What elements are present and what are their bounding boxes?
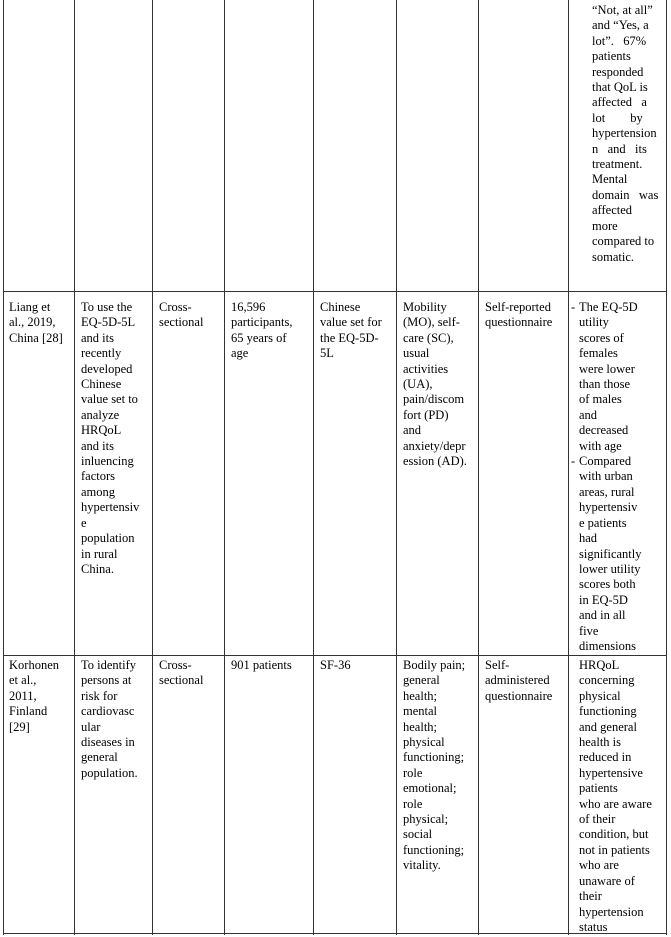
text-line: unaware of <box>579 873 635 888</box>
text-line: and “Yes, a <box>592 18 649 33</box>
text-line: and <box>403 423 422 438</box>
text-line: Cross- <box>159 300 192 314</box>
text-line: persons at <box>81 673 132 688</box>
text-line: of their <box>579 812 616 827</box>
text-line: five <box>579 623 599 638</box>
text-line: questionnaire <box>485 688 553 703</box>
text-line: who are aware <box>579 796 652 811</box>
text-line: EQ-5D-5L <box>81 315 136 330</box>
text-line: anxiety/depr <box>403 438 466 453</box>
text-line: hypertension <box>592 126 657 141</box>
text-line: health; <box>403 688 438 703</box>
text-line: dimensions <box>579 638 636 653</box>
text-line: lot by <box>592 110 643 125</box>
text-line: 901 patients <box>231 658 292 672</box>
text-line: emotional; <box>403 781 457 796</box>
text-line: inluencing <box>81 454 134 469</box>
column-border <box>74 0 75 935</box>
text-line: had <box>579 531 598 546</box>
bullet-text <box>579 454 665 654</box>
text-line: Korhonen <box>9 658 59 672</box>
text-line: condition, but <box>579 827 649 842</box>
text-line: and its <box>81 438 114 453</box>
text-line: questionnaire <box>485 315 553 330</box>
text-line: hypertensiv <box>579 500 638 515</box>
text-line: reduced in <box>579 750 632 765</box>
text-line: health; <box>403 719 438 734</box>
text-line: areas, rural <box>579 484 635 499</box>
text-line: compared to <box>592 234 655 249</box>
text-line: who are <box>579 858 619 873</box>
bullet-marker: - <box>571 454 576 469</box>
text-line: functioning; <box>403 842 465 857</box>
text-line: health is <box>579 735 622 750</box>
text-line: developed <box>81 361 133 376</box>
text-line: Self- <box>485 658 510 672</box>
column-border <box>3 0 4 935</box>
text-line: decreased <box>579 423 629 438</box>
text-line: 65 years of <box>231 330 287 345</box>
text-line: more <box>592 218 618 233</box>
text-line: Compared <box>579 454 632 469</box>
text-line: administered <box>485 673 550 688</box>
column-border <box>396 0 397 935</box>
text-line: Liang et <box>9 300 51 314</box>
column-border <box>666 0 667 935</box>
text-line: Mental <box>592 172 628 187</box>
text-line: value set to <box>81 392 138 407</box>
text-line: domain was <box>592 187 659 202</box>
text-line: somatic. <box>592 249 635 264</box>
column-border <box>313 0 314 935</box>
text-line: the EQ-5D- <box>320 330 379 345</box>
text-line: responded <box>592 64 644 79</box>
text-line: with age <box>579 438 622 453</box>
text-line: females <box>579 346 618 361</box>
text-line: Cross- <box>159 658 192 672</box>
text-line: usual <box>403 346 430 361</box>
text-line: pain/discom <box>403 392 465 407</box>
text-line: participants, <box>231 315 293 330</box>
text-line: that QoL is <box>592 80 648 95</box>
instrument-cell <box>320 658 396 673</box>
results-cell <box>592 3 662 265</box>
text-line: role <box>403 796 423 811</box>
text-line: physical; <box>403 812 449 827</box>
text-line: (MO), self- <box>403 315 460 330</box>
text-line: et al., <box>9 673 37 688</box>
domains-cell <box>403 658 477 874</box>
author-cell <box>9 300 71 346</box>
text-line: scores both <box>579 577 636 592</box>
text-line: 16,596 <box>231 300 266 314</box>
text-line: patients <box>579 781 618 796</box>
text-line: recently <box>81 346 122 361</box>
row-border <box>3 933 667 934</box>
text-line: physical <box>579 688 621 703</box>
text-line: and <box>579 407 598 422</box>
text-line: 5L <box>320 346 334 361</box>
text-line: SF-36 <box>320 658 351 672</box>
text-line: HRQoL <box>81 423 122 438</box>
text-line: sectional <box>159 673 204 688</box>
column-border <box>478 0 479 935</box>
text-line: treatment. <box>592 157 643 172</box>
text-line: among <box>81 484 116 499</box>
text-line: (UA), <box>403 377 433 392</box>
text-line: ession (AD). <box>403 454 467 469</box>
text-line: were lower <box>579 361 635 376</box>
text-line: significantly <box>579 546 642 561</box>
text-line: in EQ-5D <box>579 592 628 607</box>
text-line: and in all <box>579 608 626 623</box>
text-line: lower utility <box>579 561 641 576</box>
text-line: Chinese <box>81 377 122 392</box>
text-line: diseases in <box>81 735 135 750</box>
bullet-marker: - <box>571 300 576 314</box>
results-text <box>592 3 662 265</box>
results-cell <box>579 658 665 935</box>
text-line: affected a <box>592 95 647 110</box>
text-line: lot”. 67% <box>592 33 647 48</box>
text-line: analyze <box>81 407 120 422</box>
text-line: activities <box>403 361 449 376</box>
text-line: and its <box>81 330 114 345</box>
text-line: China [28] <box>9 330 63 345</box>
text-line: hypertensiv <box>81 500 140 515</box>
text-line: value set for <box>320 315 382 330</box>
text-line: Chinese <box>320 300 361 314</box>
column-border <box>568 0 569 935</box>
domains-cell <box>403 300 477 469</box>
sample-cell <box>231 300 311 362</box>
column-border <box>224 0 225 935</box>
text-line: risk for <box>81 688 118 703</box>
text-line: functioning <box>579 704 637 719</box>
sample-cell <box>231 658 311 673</box>
text-line: than those <box>579 377 631 392</box>
text-line: China. <box>81 561 114 576</box>
text-line: Finland <box>9 704 48 719</box>
aim-cell <box>81 658 151 781</box>
row-border <box>3 291 667 292</box>
instrument-cell <box>320 300 396 362</box>
text-line: role <box>403 765 423 780</box>
aim-cell <box>81 300 151 577</box>
text-line: factors <box>81 469 116 484</box>
author-cell <box>9 658 73 735</box>
text-line: care (SC), <box>403 330 454 345</box>
text-line: population <box>81 531 135 546</box>
text-line: cardiovasc <box>81 704 135 719</box>
design-cell <box>159 300 222 331</box>
text-line: population. <box>81 765 138 780</box>
text-line: and general <box>579 719 637 734</box>
row-border <box>3 655 667 656</box>
text-line: in rural <box>81 546 118 561</box>
text-line: scores of <box>579 330 624 345</box>
method-cell <box>485 658 567 704</box>
text-line: status <box>579 919 608 934</box>
result-bullet <box>571 300 665 454</box>
text-line: functioning; <box>403 750 465 765</box>
text-line: general <box>403 673 440 688</box>
result-bullet <box>571 454 665 654</box>
text-line: of males <box>579 392 622 407</box>
text-line: hypertensive <box>579 765 643 780</box>
text-line: ular <box>81 719 101 734</box>
text-line: Bodily pain; <box>403 658 466 672</box>
text-line: To identify <box>81 658 137 672</box>
bullet-text <box>579 300 665 454</box>
text-line: “Not, at all” <box>592 3 653 17</box>
text-line: To use the <box>81 300 133 314</box>
text-line: not in patients <box>579 842 650 857</box>
design-cell <box>159 658 222 689</box>
text-line: with urban <box>579 469 633 484</box>
text-line: mental <box>403 704 438 719</box>
text-line: sectional <box>159 315 204 330</box>
text-line: e patients <box>579 515 627 530</box>
text-line: social <box>403 827 433 842</box>
text-line: affected <box>592 203 633 218</box>
text-line: general <box>81 750 118 765</box>
method-cell <box>485 300 567 331</box>
text-line: Mobility <box>403 300 447 314</box>
text-line: their <box>579 889 602 904</box>
text-line: Self-reported <box>485 300 551 314</box>
results-cell <box>571 300 665 654</box>
text-line: e <box>81 515 87 530</box>
column-border <box>152 0 153 935</box>
text-line: concerning <box>579 673 635 688</box>
text-line: HRQoL <box>579 658 620 672</box>
text-line: 2011, <box>9 688 37 703</box>
text-line: fort (PD) <box>403 407 449 422</box>
text-line: al., 2019, <box>9 315 56 330</box>
text-line: [29] <box>9 719 30 734</box>
text-line: utility <box>579 315 609 330</box>
text-line: patients <box>592 49 631 64</box>
text-line: The EQ-5D <box>579 300 638 314</box>
text-line: hypertension <box>579 904 644 919</box>
text-line: physical <box>403 735 445 750</box>
text-line: n and its <box>592 141 647 156</box>
text-line: age <box>231 346 249 361</box>
text-line: vitality. <box>403 858 441 873</box>
